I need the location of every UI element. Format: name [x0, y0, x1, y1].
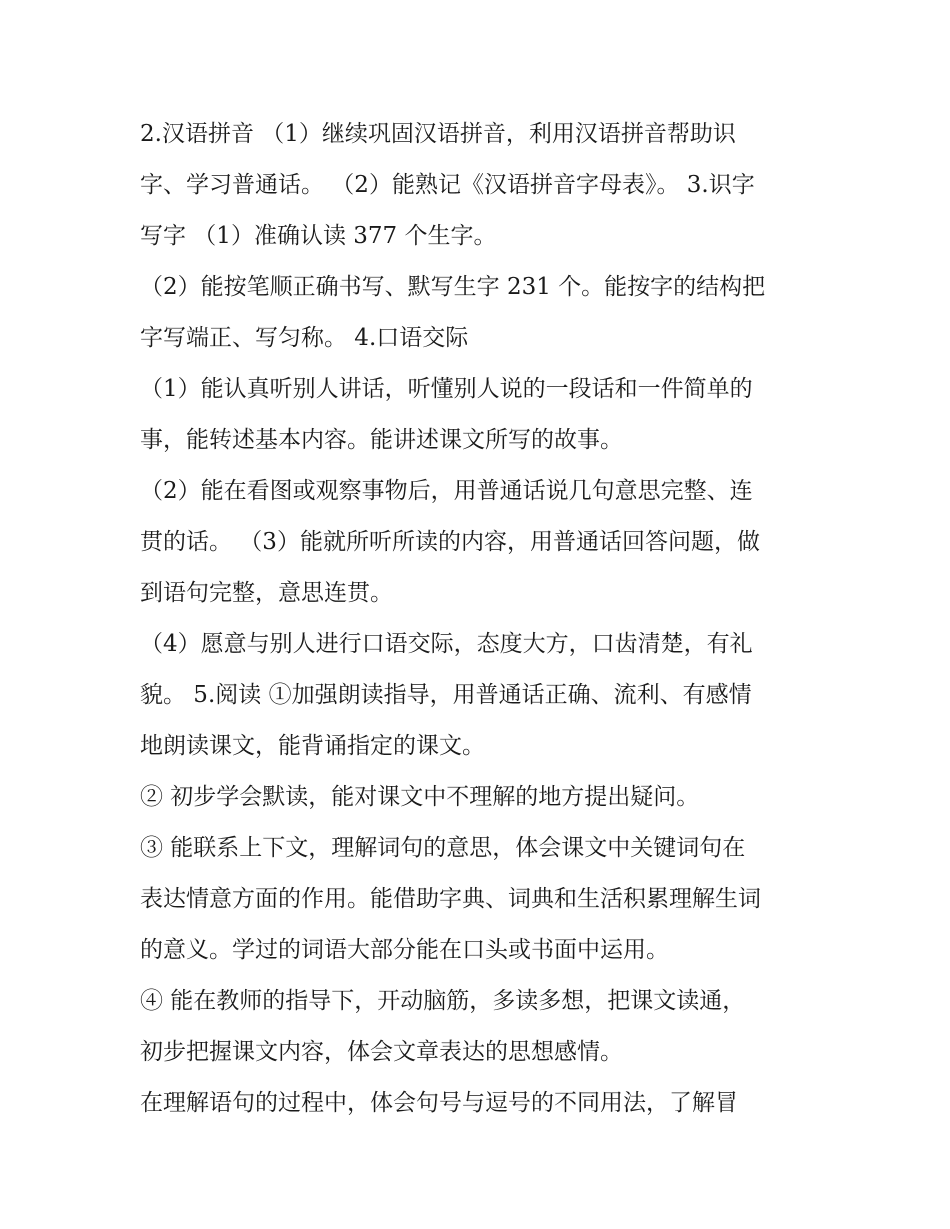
text-line: 在理解语句的过程中，体会句号与逗号的不同用法，了解冒: [140, 1090, 738, 1116]
text-line: 字、学习普通话。 （2）能熟记《汉语拼音字母表》。 3.识字: [140, 172, 755, 198]
text-line: ② 初步学会默读，能对课文中不理解的地方提出疑问。: [140, 784, 700, 810]
text-line: （2）能在看图或观察事物后，用普通话说几句意思完整、连: [140, 478, 753, 504]
text-line: 事，能转述基本内容。能讲述课文所写的故事。: [140, 427, 623, 453]
text-line: 字写端正、写匀称。 4.口语交际: [140, 325, 469, 351]
text-line: 到语句完整，意思连贯。: [140, 580, 393, 606]
text-line: 地朗读课文，能背诵指定的课文。: [140, 733, 485, 759]
text-line: 写字 （1）准确认读 377 个生字。: [140, 223, 497, 249]
text-line: （2）能按笔顺正确书写、默写生字 231 个。能按字的结构把: [140, 274, 766, 300]
text-line: 貌。 5.阅读 ①加强朗读指导，用普通话正确、流利、有感情: [140, 682, 752, 708]
text-line: 贯的话。 （3）能就所听所读的内容，用普通话回答问题，做: [140, 529, 760, 555]
text-line: 初步把握课文内容，体会文章表达的思想感情。: [140, 1039, 623, 1065]
text-line: 的意义。学过的词语大部分能在口头或书面中运用。: [140, 937, 669, 963]
text-line: （4）愿意与别人进行口语交际，态度大方，口齿清楚，有礼: [140, 631, 753, 657]
text-line: 2.汉语拼音 （1）继续巩固汉语拼音，利用汉语拼音帮助识: [140, 121, 736, 147]
text-line: ③ 能联系上下文，理解词句的意思，体会课文中关键词句在: [140, 835, 746, 861]
text-line: 表达情意方面的作用。能借助字典、词典和生活积累理解生词: [140, 886, 761, 912]
document-body: [140, 109, 830, 1129]
text-line: （1）能认真听别人讲话，听懂别人说的一段话和一件简单的: [140, 376, 753, 402]
text-line: ④ 能在教师的指导下，开动脑筋，多读多想，把课文读通，: [140, 988, 746, 1014]
